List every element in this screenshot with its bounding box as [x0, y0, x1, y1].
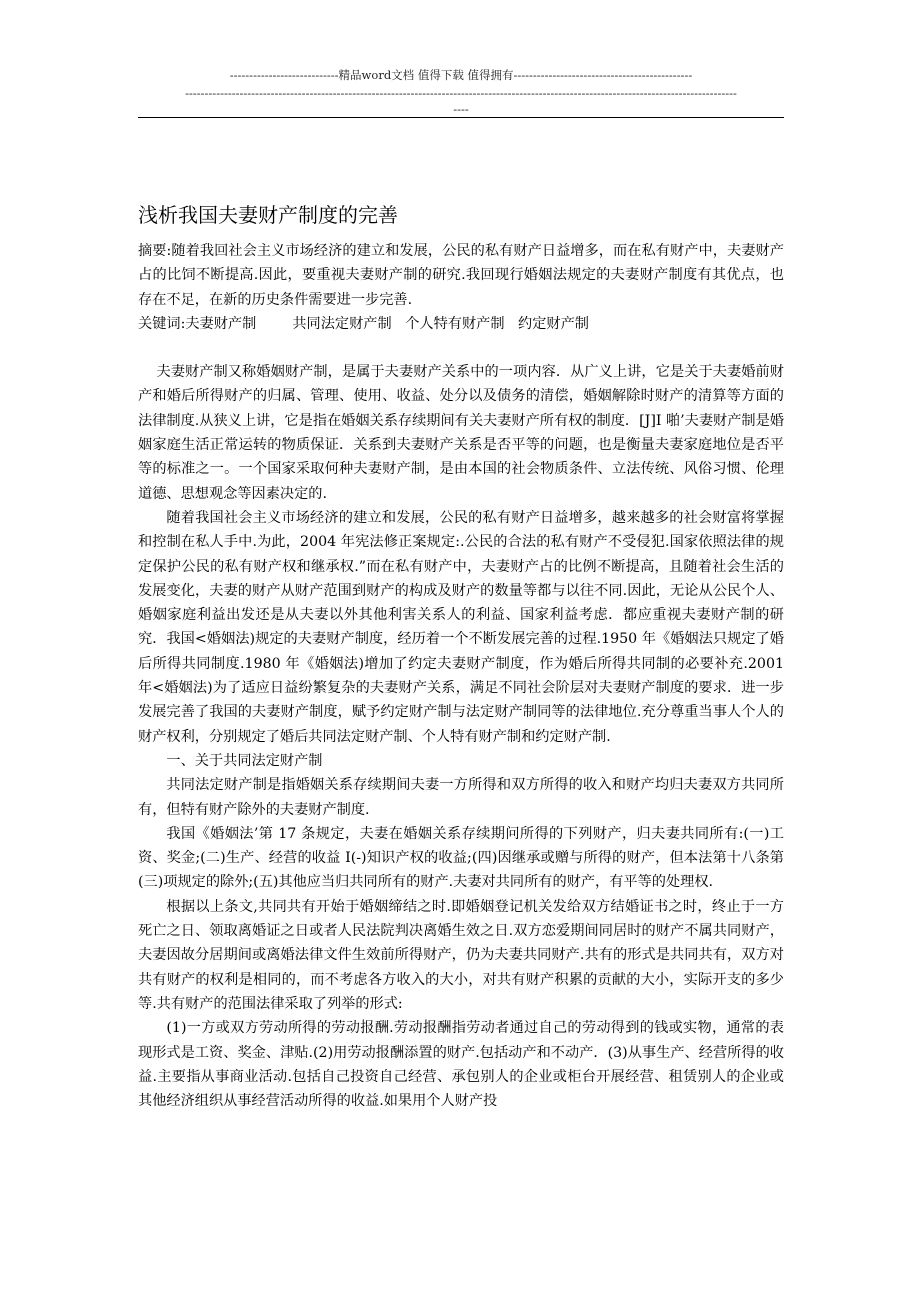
header-line-1: ----------------------------精品word文档 值得下载 值得拥有---------------------------------------------- — [229, 68, 693, 82]
document-title: 浅析我国夫妻财产制度的完善 — [138, 203, 398, 227]
header-rule — [138, 117, 784, 118]
paragraph: 夫妻财产制又称婚姻财产制，是属于夫妻财产关系中的一项内容．从广义上讲，它是关于夫妻婚前财产和婚后所得财产的归属、管理、使用、收益、处分以及债务的清偿，婚姻解除时财产的清算等方面的法律制度.从狭义上讲，它是指在婚姻关系存续期间有关夫妻财产所有权的制度．[J]I 啪’夫妻财产制是婚姻家庭生活正常运转的物质保证．关系到夫妻财产关系是否平等的问题，也是衡量夫妻家庭地位是否平等的标准之一。一个国家采取何种夫妻财产制，是由本国的社会物质条件、立法传统、风俗习惯、伦理道德、思想观念等因素决定的. — [138, 364, 784, 502]
abstract: 摘要:随着我回社会主义市场经济的建立和发展，公民的私有财产日益增多，而在私有财产中，夫妻财产占的比饲不断提高.因此，要重视夫妻财产制的研究.我回现行婚姻法规定的夫妻财产制度有其优点，也存在不足，在新的历史条件需要进一步完善. — [138, 243, 784, 308]
header-line-3: ---- — [453, 102, 469, 116]
header-line-2: ---------------------------------------------------------------------------------------------------------------------------------------------- — [185, 86, 737, 100]
document-body — [138, 239, 784, 1113]
section-heading: 一、关于共同法定财产制 — [166, 752, 323, 769]
paragraph: 随着我国社会主义市场经济的建立和发展，公民的私有财产日益增多，越来越多的社会财富将掌握和控制在私人手中.为此，2004 年宪法修正案规定:.公民的合法的私有财产不受侵犯.国家依照法律的规定保护公民的私有财产权和继承权.”而在私有财产中，夫妻财产占的比例不断提高，且随着社会生活的发展变化，夫妻的财产从财产范围到财产的构成及财产的数量等都与以往不同.因此，无论从公民个人、婚姻家庭利益出发还是从夫妻以外其他利害关系人的利益、国家利益考虑．都应重视夫妻财产制的研究．我国<婚姻法)规定的夫妻财产制度，经历着一个不断发展完善的过程.1950 年《婚姻法只规定了婚后所得共同制度.1980 年《婚姻法)增加了约定夫妻财产制度，作为婚后所得共同制的必要补充.2001 年<婚姻法)为了适应日益纷繁复杂的夫妻财产关系，满足不同社会阶层对夫妻财产制度的要求．进一步发展完善了我国的夫妻财产制度，赋予约定财产制与法定财产制同等的法律地位.充分尊重当事人个人的财产权利，分别规定了婚后共同法定财产制、个人特有财产制和约定财产制. — [138, 509, 784, 745]
page-header — [138, 66, 784, 118]
keywords: 关键词:夫妻财产制 共同法定财产制 个人特有财产制 约定财产制 — [138, 315, 589, 332]
paragraph: 我国《婚姻法’第 17 条规定，夫妻在婚姻关系存续期问所得的下列财产，归夫妻共同所有:(一)工资、奖金;(二)生产、经营的收益 I(-)知识产权的收益;(四)因继承或赠与所得的财产，但本法第十八条第(三)项规定的除外;(五)其他应当归共同所有的财产.夫妻对共同所有的财产，有平等的处理权. — [138, 825, 784, 891]
paragraph: 共同法定财产制是指婚姻关系存续期间夫妻一方所得和双方所得的收入和财产均归夫妻双方共同所有，但特有财产除外的夫妻财产制度. — [138, 777, 784, 818]
paragraph: 根据以上条文,共同共有开始于婚姻缔结之时.即婚姻登记机关发给双方结婚证书之时，终止于一方死亡之日、领取离婚证之日或者人民法院判决离婚生效之日.双方恋爱期间同居时的财产不属共同财产，夫妻因故分居期间或离婚法律文件生效前所得财产，仍为夫妻共同财产.共有的形式是共同共有，双方对共有财产的权利是相同的，而不考虑各方收入的大小，对共有财产积累的贡献的大小，实际开支的多少等.共有财产的范围法律采取了列举的形式: — [138, 898, 784, 1012]
paragraph: (1)一方或双方劳动所得的劳动报酬.劳动报酬指劳动者通过自己的劳动得到的钱或实物，通常的表现形式是工资、奖金、津贴.(2)用劳动报酬添置的财产.包括动产和不动产．(3)从事生产、经营所得的收益.主要指从事商业活动.包括自己投资自己经营、承包别人的企业或柜台开展经营、租赁别人的企业或其他经济组织从事经营活动所得的收益.如果用个人财产投 — [138, 1020, 784, 1110]
paragraph-spacer — [138, 336, 784, 360]
